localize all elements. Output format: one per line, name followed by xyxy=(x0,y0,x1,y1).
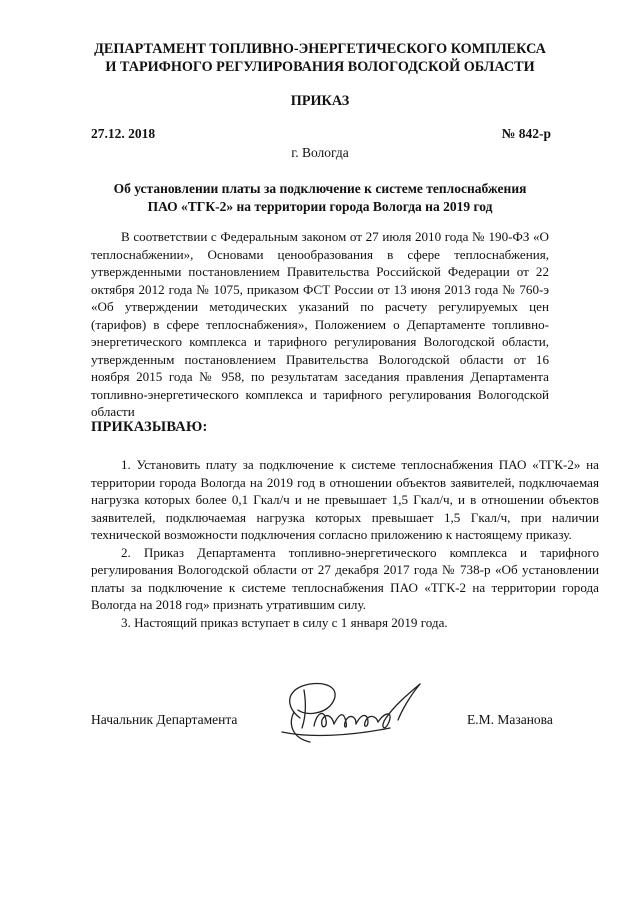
order-items xyxy=(91,456,599,631)
organization-line-1: ДЕПАРТАМЕНТ ТОПЛИВНО-ЭНЕРГЕТИЧЕСКОГО КОМПЛЕКСА xyxy=(94,41,546,57)
document-date: 27.12. 2018 xyxy=(91,126,156,141)
order-item-1: 1. Установить плату за подключение к системе теплоснабжения ПАО «ТГК-2» на территории города Вологда на 2019 год в отношении объектов заявителей, подключаемая нагрузка которых более 0,1 Гкал/ч и не превышает 1,5 Гкал/ч, и в отношении объектов заявителей, подключаемая нагрузка которых превышает 1,5 Гкал/ч, при наличии технической возможности подключения согласно приложению к настоящему приказу. xyxy=(91,457,599,542)
document-title xyxy=(70,180,570,216)
handwritten-signature-icon xyxy=(270,676,440,756)
signatory-position: Начальник Департамента xyxy=(91,712,238,727)
order-item-3: 3. Настоящий приказ вступает в силу с 1 января 2019 года. xyxy=(121,614,448,630)
document-number: № 842-р xyxy=(501,126,551,141)
organization-line-2: И ТАРИФНОГО РЕГУЛИРОВАНИЯ ВОЛОГОДСКОЙ ОБЛАСТИ xyxy=(105,59,535,75)
organization-name xyxy=(60,40,580,76)
order-item-2: 2. Приказ Департамента топливно-энергетического комплекса и тарифного регулирования Вологодской области от 27 декабря 2017 года № 738-р «Об установлении платы за подключение к системе теплоснабжения ПАО «ТГК-2 на территории города Вологда на 2018 год» признать утратившим силу. xyxy=(91,544,599,612)
signatory-name: Е.М. Мазанова xyxy=(467,712,553,727)
document-city: г. Вологда xyxy=(291,145,349,160)
preamble-paragraph: В соответствии с Федеральным законом от 27 июля 2010 года № 190-ФЗ «О теплоснабжении», Основами ценообразования в сфере теплоснабжения, утвержденными постановлением Правительства Российской Федерации от 22 октября 2012 года № 1075, приказом ФСТ России от 13 июня 2013 года № 760-э «Об утверждении методических указаний по расчету регулируемых цен (тарифов) в сфере теплоснабжения», Положением о Департаменте топливно-энергетического комплекса и тарифного регулирования Вологодской области, утвержденным постановлением Правительства Вологодской области от 16 ноября 2015 года № 958, по результатам заседания правления Департамента топливно-энергетического комплекса и тарифного регулирования Вологодской области xyxy=(91,229,549,419)
document-type: ПРИКАЗ xyxy=(290,93,350,109)
title-line-1: Об установлении платы за подключение к системе теплоснабжения xyxy=(113,181,527,196)
order-word: ПРИКАЗЫВАЮ: xyxy=(91,419,208,435)
title-line-2: ПАО «ТГК-2» на территории города Вологда на 2019 год xyxy=(147,199,493,214)
